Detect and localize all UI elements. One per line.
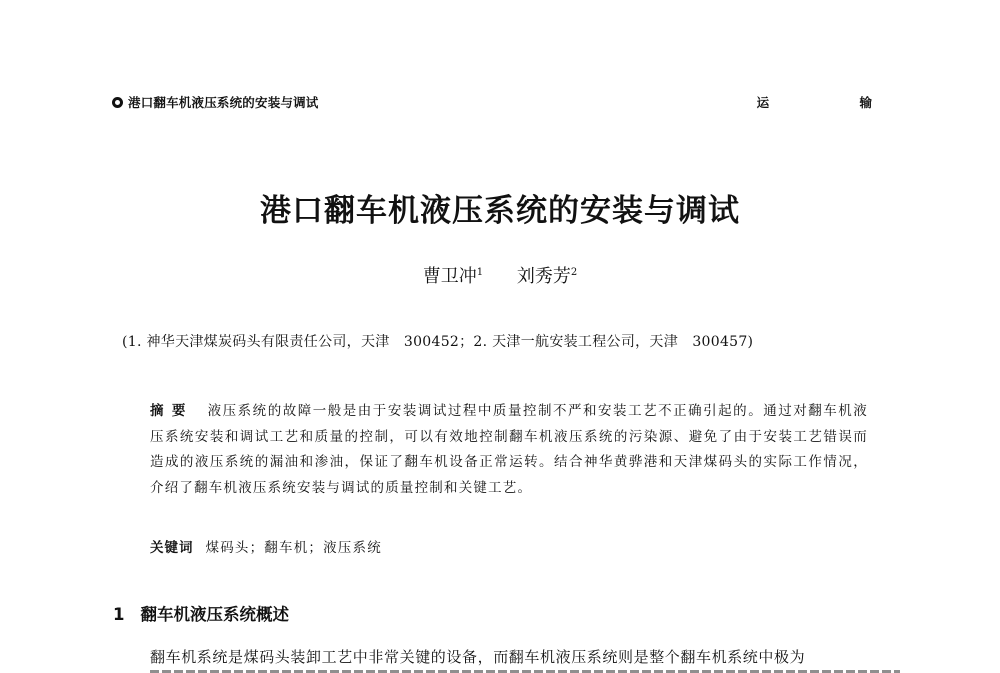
running-header-left-text: 港口翻车机液压系统的安装与调试 xyxy=(128,95,319,110)
running-header xyxy=(112,93,900,115)
affiliation-mark: 2 xyxy=(570,267,578,278)
abstract xyxy=(150,399,868,501)
section-title: 翻车机液压系统概述 xyxy=(140,605,289,624)
author xyxy=(517,266,577,287)
abstract-label: 摘要 xyxy=(150,403,194,419)
body-paragraph-first-line: 翻车机系统是煤码头装卸工艺中非常关键的设备，而翻车机液压系统则是整个翻车机系统中极为 xyxy=(150,648,806,666)
running-header-right: 运 输 xyxy=(756,95,900,110)
paper-title: 港口翻车机液压系统的安装与调试 xyxy=(260,193,740,229)
affiliation-mark: 1 xyxy=(476,267,484,278)
section-heading xyxy=(113,601,289,625)
bullet-circle-icon xyxy=(112,97,123,108)
keywords-label: 关键词 xyxy=(150,540,194,556)
section-number: 1 xyxy=(113,605,125,624)
author-name: 曹卫冲 xyxy=(422,266,477,287)
affiliation-line: (1. 神华天津煤炭码头有限责任公司，天津 300452；2. 天津一航安装工程公司，天津 300457) xyxy=(122,334,754,350)
running-header-left xyxy=(112,93,319,111)
author-name: 刘秀芳 xyxy=(516,266,571,287)
cropped-next-line xyxy=(150,668,900,673)
keywords xyxy=(150,536,868,556)
author xyxy=(423,266,483,287)
author-list xyxy=(0,262,1000,288)
abstract-text: 液压系统的故障一般是由于安装调试过程中质量控制不严和安装工艺不正确引起的。通过对翻车机液压系统安装和调试工艺和质量的控制，可以有效地控制翻车机液压系统的污染源、避免了由于安装工艺错误而造成的液压系统的漏油和渗油，保证了翻车机设备正常运转。结合神华黄骅港和天津煤码头的实际工作情况，介绍了翻车机液压系统安装与调试的质量控制和关键工艺。 xyxy=(150,403,868,496)
keywords-text: 煤码头；翻车机；液压系统 xyxy=(205,540,382,556)
